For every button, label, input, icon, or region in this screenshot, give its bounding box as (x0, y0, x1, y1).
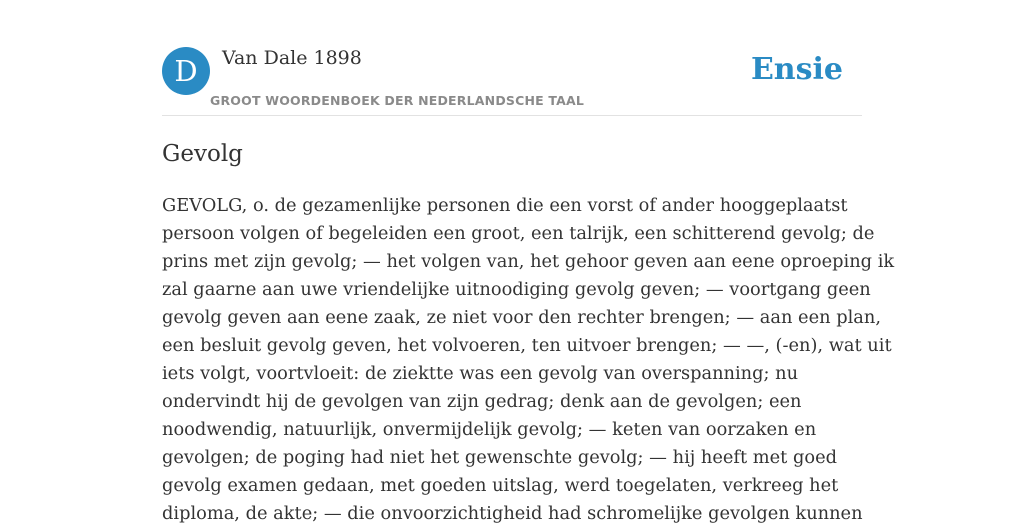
definition-line: gevolg examen gedaan, met goeden uitslag, werd toegelaten, verkreeg het (162, 475, 839, 496)
definition-line: gevolg geven aan eene zaak, ze niet voor den rechter brengen; — aan een plan, (162, 307, 881, 328)
definition-line: persoon volgen of begeleiden een groot, een talrijk, een schitterend gevolg; de (162, 223, 875, 244)
definition-line: noodwendig, natuurlijk, onvermijdelijk gevolg; — keten van oorzaken en (162, 419, 817, 440)
definition-line: iets volgt, voortvloeit: de ziektte was een gevolg van overspanning; nu (162, 363, 799, 384)
entry-title: Gevolg (162, 141, 243, 167)
dictionary-avatar[interactable]: D (162, 47, 210, 95)
definition-line: prins met zijn gevolg; — het volgen van, het gehoor geven aan eene oproeping ik (162, 251, 895, 272)
dictionary-title[interactable]: Van Dale 1898 (222, 47, 362, 69)
definition-line: een besluit gevolg geven, het volvoeren, ten uitvoer brengen; — —, (-en), wat uit (162, 335, 892, 356)
definition-line: ondervindt hij de gevolgen van zijn gedrag; denk aan de gevolgen; een (162, 391, 802, 412)
dictionary-subtitle: GROOT WOORDENBOEK DER NEDERLANDSCHE TAAL (210, 93, 585, 108)
definition-line: diploma, de akte; — die onvoorzichtigheid had schromelijke gevolgen kunnen (162, 503, 863, 524)
definition-line: zal gaarne aan uwe vriendelijke uitnoodiging gevolg geven; — voortgang geen (162, 279, 871, 300)
definition-line: gevolgen; de poging had niet het gewenschte gevolg; — hij heeft met goed (162, 447, 837, 468)
dictionary-header (162, 46, 862, 116)
ensie-logo[interactable]: Ensie (750, 52, 843, 87)
definition-line: GEVOLG, o. de gezamenlijke personen die een vorst of ander hooggeplaatst (162, 195, 848, 216)
entry-definition (162, 192, 895, 528)
